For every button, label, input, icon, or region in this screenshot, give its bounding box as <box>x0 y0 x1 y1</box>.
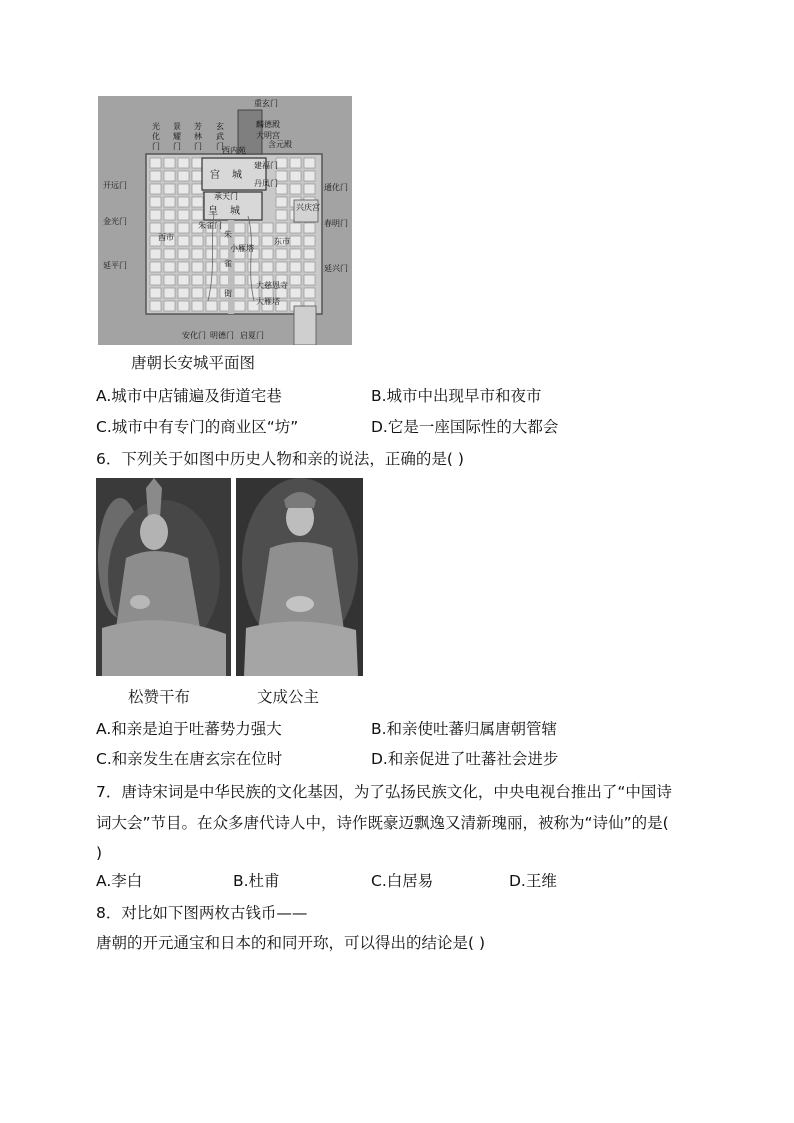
label-kaiyuan-gate: 开远门 <box>103 181 127 190</box>
q6-option-d: D.和亲促进了吐蕃社会进步 <box>371 750 559 768</box>
label-yanping-gate: 延平门 <box>103 261 127 270</box>
label-chengtian-gate: 承天门 <box>214 192 238 201</box>
label-linde-hall: 麟德殿 <box>256 120 280 129</box>
q7-option-a: A.李白 <box>96 872 143 890</box>
q5-option-c: C.城市中有专门的商业区“坊” <box>96 418 299 436</box>
label-east-market: 东市 <box>274 237 290 246</box>
label-small-goose-pagoda: 小雁塔 <box>230 244 254 253</box>
label-xineiyuan: 西内苑 <box>222 146 246 155</box>
label-big-goose-pagoda: 大雁塔 <box>256 297 280 306</box>
q5-option-b: B.城市中出现早市和夜市 <box>371 387 542 405</box>
q7-question-line-2: 词大会”节目。在众多唐代诗人中，诗作既豪迈飘逸又清新瑰丽，被称为“诗仙”的是( <box>96 814 669 832</box>
label-qixia-gate: 启夏门 <box>240 331 264 340</box>
label-daming-palace: 大明宫 <box>256 131 280 140</box>
label-mingde-gate: 明德门 <box>210 331 234 340</box>
svg-text:耀: 耀 <box>173 132 181 141</box>
label-guanghua-gate <box>152 121 160 151</box>
label-fanglin-gate <box>194 121 202 151</box>
label-danfeng-gate: 丹凤门 <box>254 179 278 188</box>
label-zhongxuan-gate: 重玄门 <box>254 99 278 108</box>
label-gong: 宫 <box>210 170 220 181</box>
q8-question-line-1: 8．对比如下图两枚古钱币—— <box>96 904 308 922</box>
q7-question-line-3: ) <box>96 844 103 862</box>
label-chunming-gate: 春明门 <box>324 219 348 228</box>
q7-option-c: C.白居易 <box>371 872 434 890</box>
label-dacien-temple: 大慈恩寺 <box>256 281 288 290</box>
changan-city-map <box>98 96 352 345</box>
svg-text:林: 林 <box>194 132 202 141</box>
songtsen-gampo-statue-photo <box>96 478 231 676</box>
caption-songtsen-gampo: 松赞干布 <box>128 688 191 706</box>
label-xingqing-palace: 兴庆宫 <box>296 203 320 212</box>
label-cheng-imperial: 城 <box>230 206 240 217</box>
label-hanyuan-hall: 含元殿 <box>268 140 292 149</box>
label-huang: 皇 <box>208 206 218 217</box>
label-zhuque-gate: 朱雀门 <box>198 221 222 230</box>
q7-question-line-1: 7．唐诗宋词是中华民族的文化基因，为了弘扬民族文化，中央电视台推出了“中国诗 <box>96 783 672 801</box>
svg-text:光: 光 <box>152 122 160 131</box>
label-yanxing-gate: 延兴门 <box>324 264 348 273</box>
q7-option-d: D.王维 <box>509 872 557 890</box>
q5-option-d: D.它是一座国际性的大都会 <box>371 418 559 436</box>
label-tonghua-gate: 通化门 <box>324 183 348 192</box>
svg-text:芳: 芳 <box>194 122 202 131</box>
label-anhua-gate: 安化门 <box>182 331 206 340</box>
q6-question: 6．下列关于如图中历史人物和亲的说法，正确的是( ) <box>96 450 464 468</box>
map-caption: 唐朝长安城平面图 <box>131 354 256 372</box>
svg-text:景: 景 <box>173 122 181 131</box>
svg-text:门: 门 <box>152 142 160 151</box>
q6-option-a: A.和亲是迫于吐蕃势力强大 <box>96 720 282 738</box>
q6-option-b: B.和亲使吐蕃归属唐朝管辖 <box>371 720 558 738</box>
label-jianfu-gate: 建福门 <box>254 161 278 170</box>
label-west-market: 西市 <box>158 233 174 242</box>
q5-option-a: A.城市中店铺遍及街道宅巷 <box>96 387 282 405</box>
label-jie: 街 <box>224 289 232 298</box>
label-jinguang-gate: 金光门 <box>103 217 127 226</box>
svg-text:门: 门 <box>216 142 224 151</box>
q7-option-b: B.杜甫 <box>233 872 280 890</box>
caption-princess-wencheng: 文成公主 <box>257 688 320 706</box>
svg-text:化: 化 <box>152 132 160 141</box>
label-jingyao-gate <box>173 121 181 151</box>
label-que: 雀 <box>224 259 232 268</box>
label-zhu: 朱 <box>224 230 232 239</box>
svg-text:门: 门 <box>194 142 202 151</box>
svg-text:门: 门 <box>173 142 181 151</box>
svg-text:玄: 玄 <box>216 122 224 131</box>
q8-question-line-2: 唐朝的开元通宝和日本的和同开珎，可以得出的结论是( ) <box>96 934 486 952</box>
princess-wencheng-statue-photo <box>236 478 363 676</box>
svg-text:武: 武 <box>216 132 224 141</box>
map-drawing <box>98 96 352 345</box>
label-cheng-palace: 城 <box>232 170 242 181</box>
q6-option-c: C.和亲发生在唐玄宗在位时 <box>96 750 283 768</box>
